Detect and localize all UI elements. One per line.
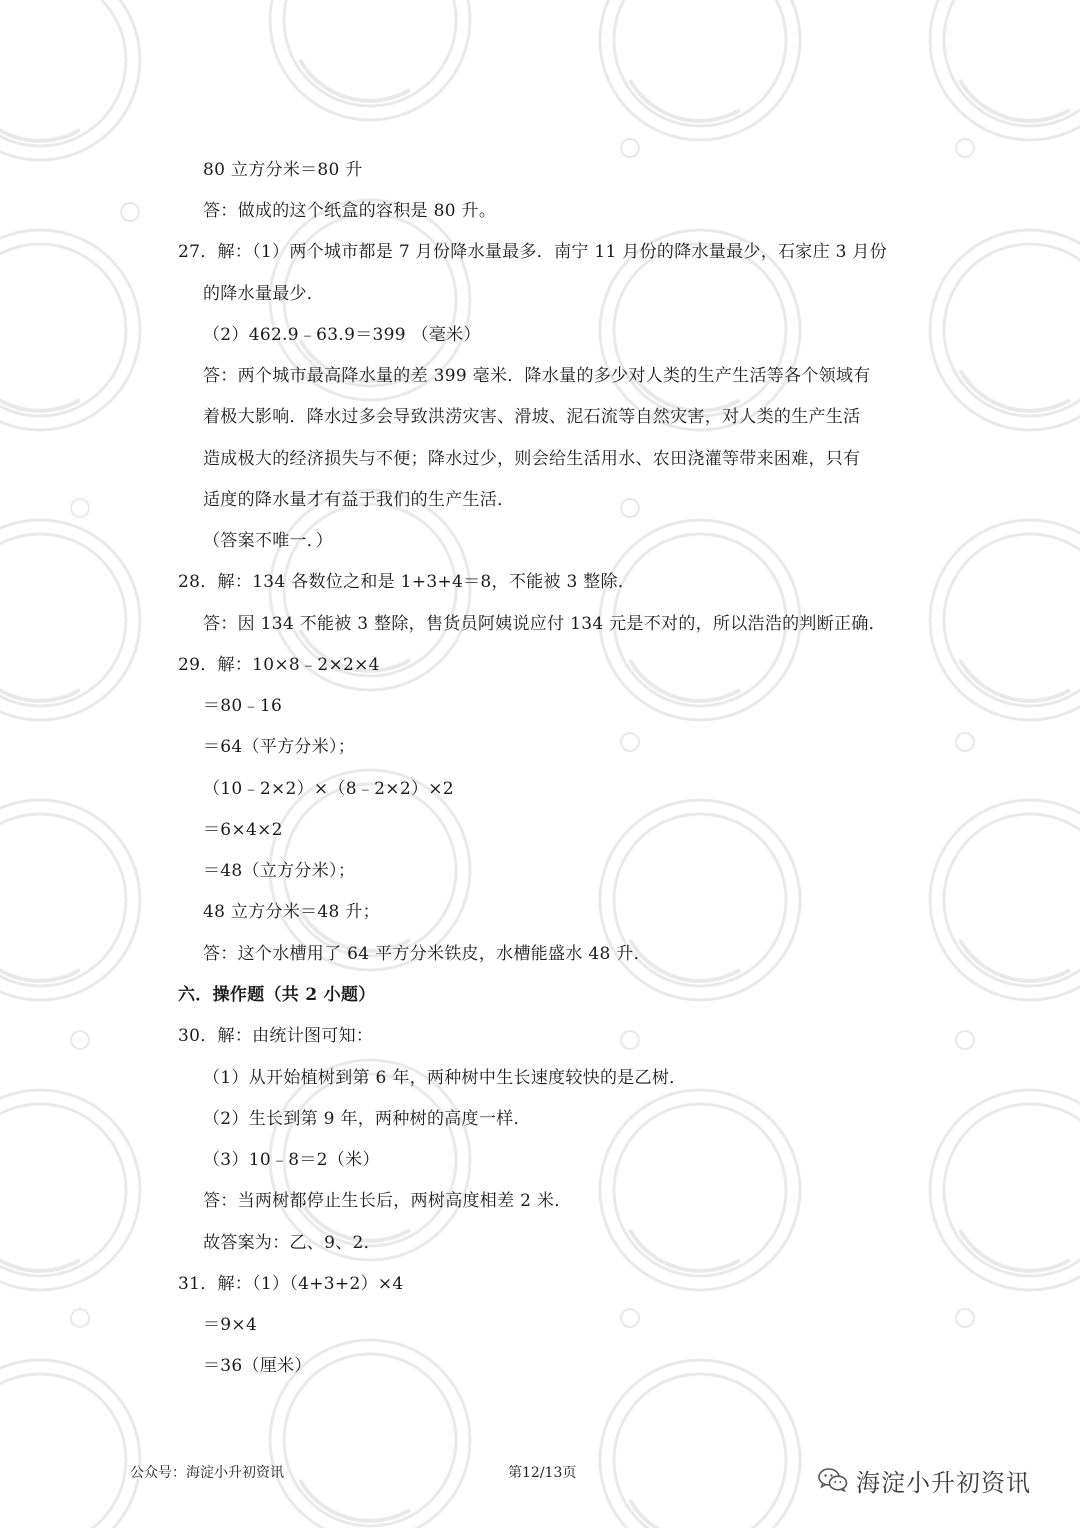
text-line: 答：两个城市最高降水量的差 399 毫米．降水量的多少对人类的生产生活等各个领域有 (203, 366, 871, 386)
text-line: ＝80﹣16 (203, 696, 283, 716)
question-29-line: 29．解：10×8﹣2×2×4 (178, 655, 380, 675)
text-line: ＝64（平方分米）； (203, 737, 356, 757)
text-line: 48 立方分米＝48 升； (203, 902, 380, 922)
text-line: 适度的降水量才有益于我们的生产生活． (203, 490, 515, 510)
page-number: 第12/13页 (508, 1465, 577, 1481)
text-line: 的降水量最少． (203, 284, 325, 304)
question-31-line: 31．解：（1）（4+3+2）×4 (178, 1274, 404, 1294)
text-line: （2）生长到第 9 年，两种树的高度一样． (203, 1109, 531, 1129)
text-line: 答：做成的这个纸盒的容积是 80 升。 (203, 201, 497, 221)
question-28-line: 28．解：134 各数位之和是 1+3+4＝8，不能被 3 整除． (178, 572, 636, 592)
question-27-line: 27．解：（1）两个城市都是 7 月份降水量最多．南宁 11 月份的降水量最少，石家庄 3 月份 (178, 242, 888, 262)
text-line: 造成极大的经济损失与不便；降水过少，则会给生活用水、农田浇灌等带来困难，只有 (203, 449, 861, 469)
text-line: 答：这个水槽用了 64 平方分米铁皮，水槽能盛水 48 升． (203, 944, 651, 964)
text-line: 答：当两树都停止生长后，两树高度相差 2 米． (203, 1191, 572, 1211)
text-line: ＝6×4×2 (203, 820, 283, 840)
wechat-icon (818, 1467, 848, 1493)
footer-account: 公众号：海淀小升初资讯 (130, 1465, 284, 1481)
text-line: ＝9×4 (203, 1315, 258, 1335)
text-line: （1）从开始植树到第 6 年，两种树中生长速度较快的是乙树． (203, 1068, 687, 1088)
text-line: 故答案为：乙、9、2． (203, 1233, 381, 1253)
brand-label: 海淀小升初资讯 (856, 1468, 1031, 1497)
text-line: ＝36（厘米） (203, 1356, 312, 1376)
text-line: （答案不唯一．） (203, 531, 333, 551)
text-line: （3）10﹣8＝2（米） (203, 1150, 380, 1170)
text-line: 答：因 134 不能被 3 整除，售货员阿姨说应付 134 元是不对的，所以浩浩的判断正确． (203, 614, 886, 634)
text-line: ＝48（立方分米）； (203, 861, 356, 881)
section-heading: 六．操作题（共 2 小题） (178, 985, 376, 1005)
question-30-line: 30．解：由统计图可知： (178, 1026, 374, 1046)
text-line: 着极大影响．降水过多会导致洪涝灾害、滑坡、泥石流等自然灾害，对人类的生产生活 (203, 407, 861, 427)
text-line: （10﹣2×2）×（8﹣2×2）×2 (203, 779, 454, 799)
text-line: （2）462.9﹣63.9＝399 （毫米） (203, 325, 481, 345)
text-line: 80 立方分米＝80 升 (203, 160, 363, 180)
brand-badge (818, 1460, 1031, 1500)
